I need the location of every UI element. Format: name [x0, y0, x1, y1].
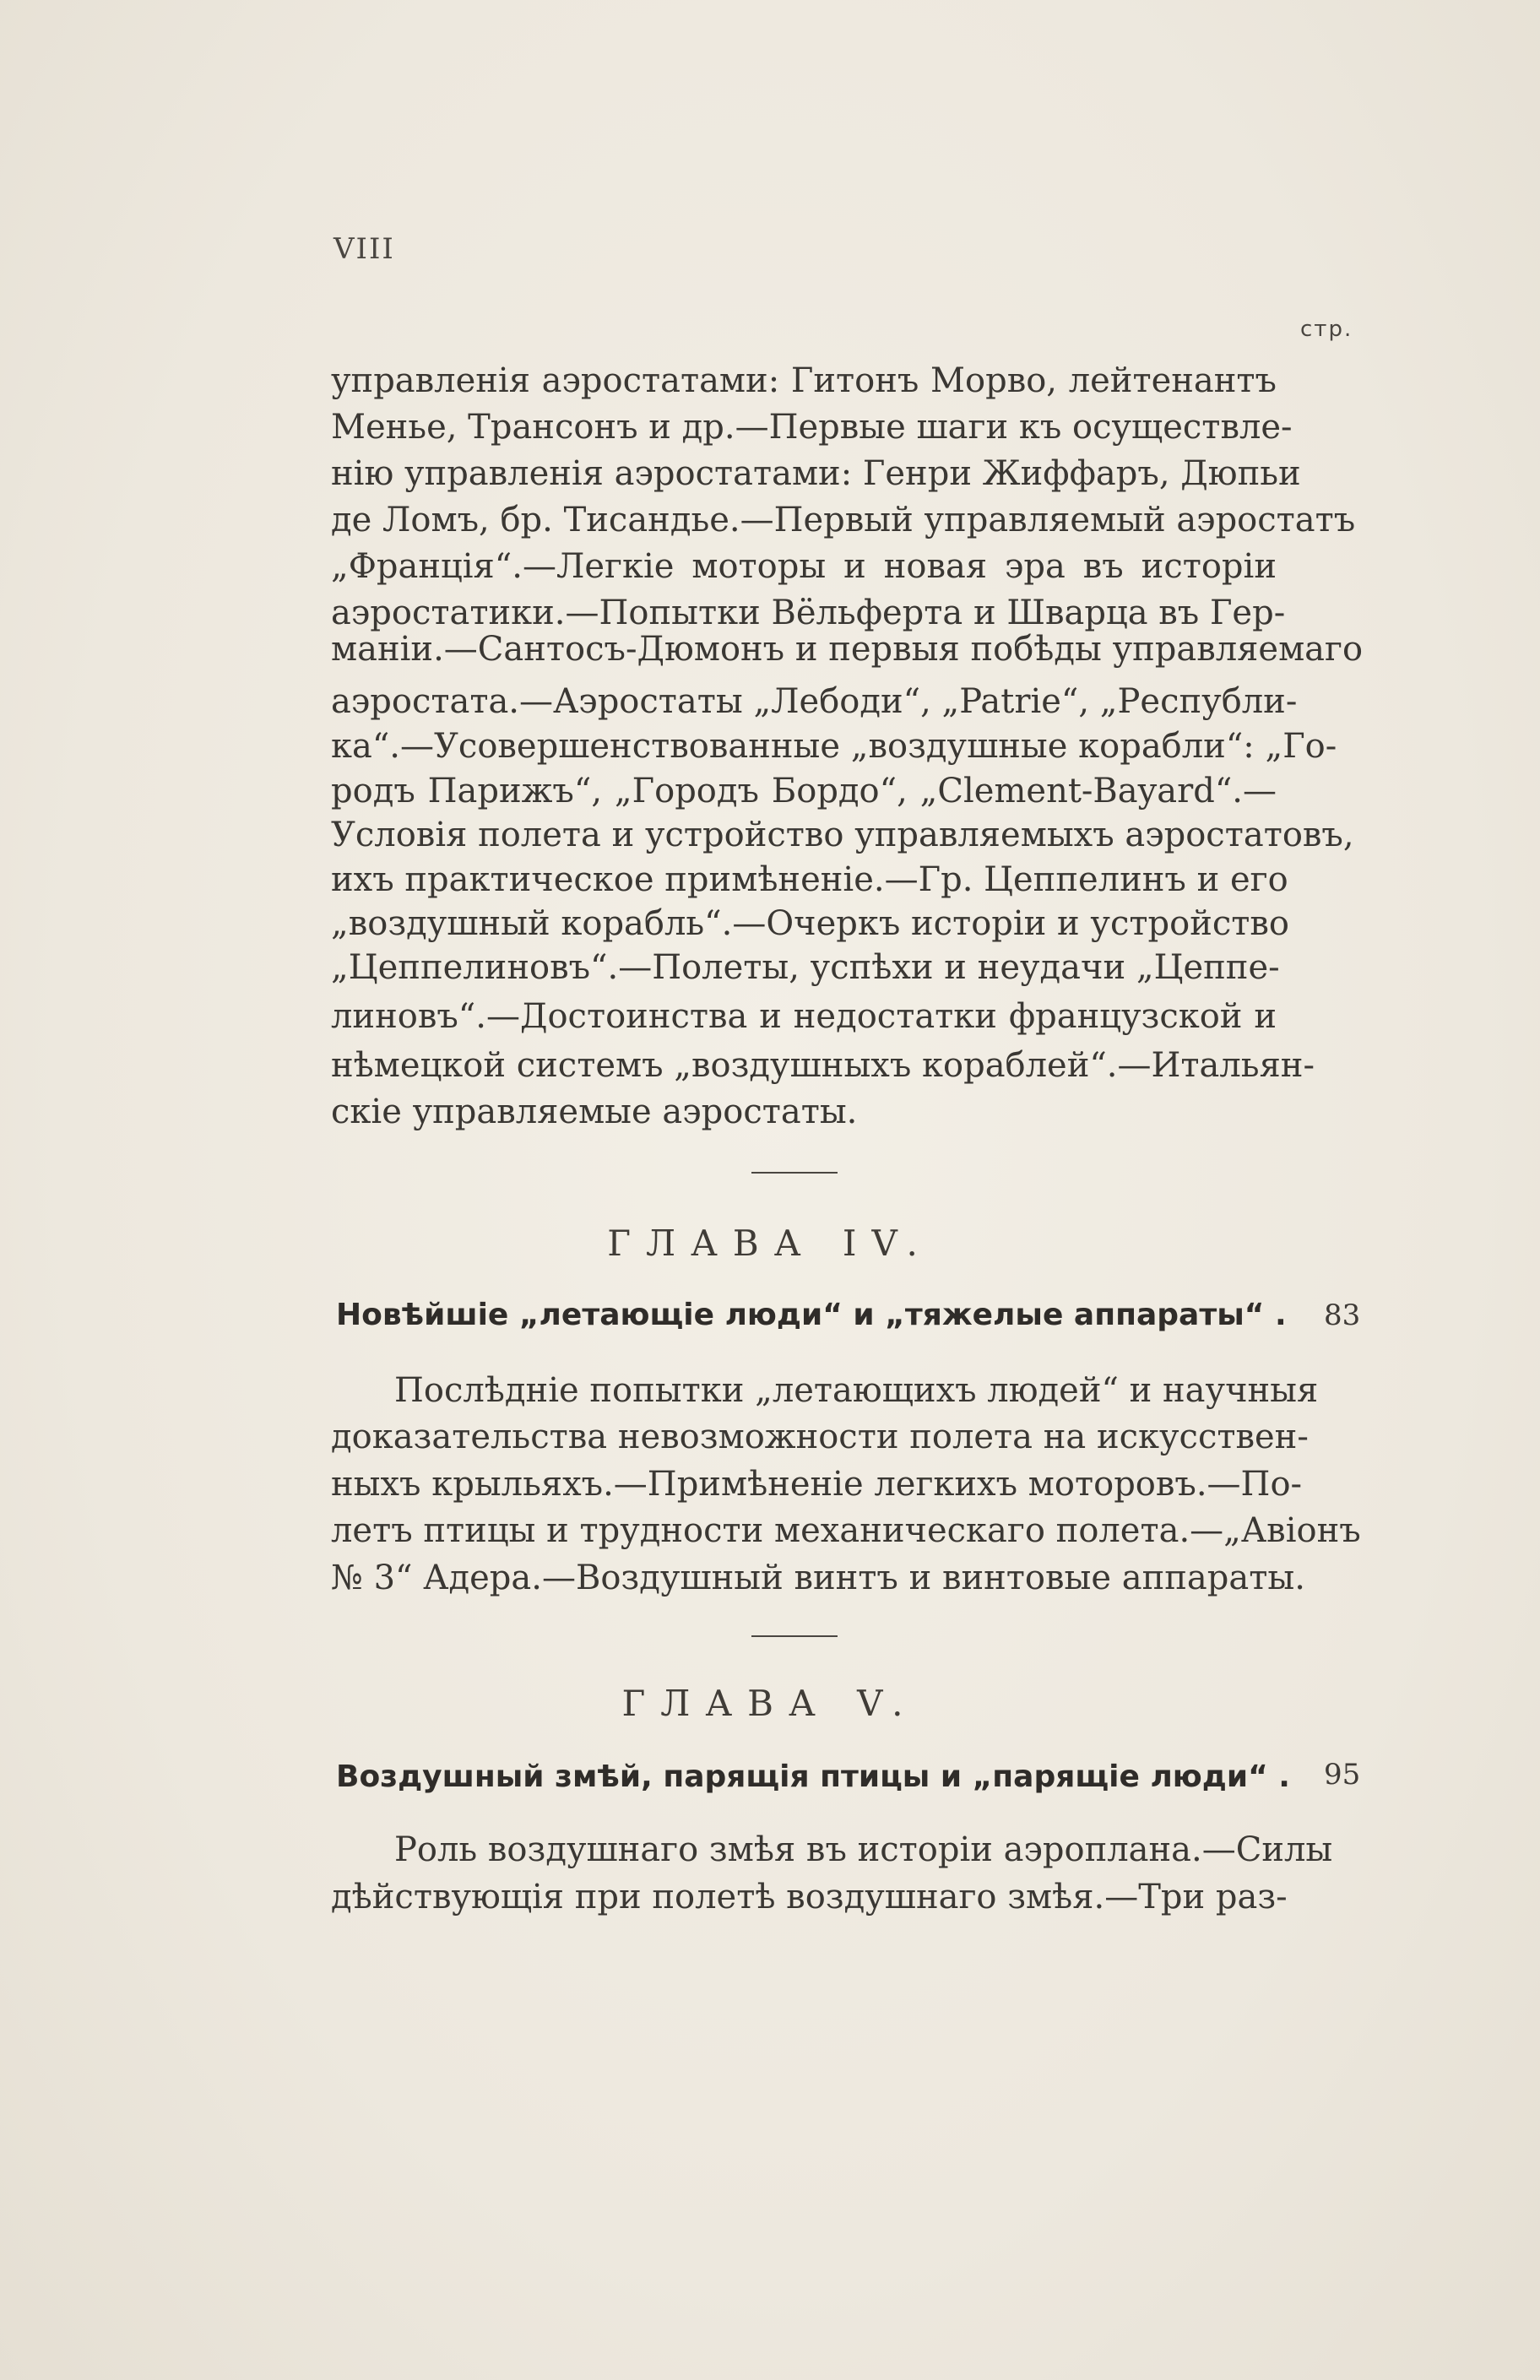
text-line: ка“.—Усовершенствованные „воздушные корабли“: „Го- [331, 727, 1337, 766]
text-line: родъ Парижъ“, „Городъ Бордо“, „Clement-Bayard“.— [331, 772, 1277, 811]
text-line: нію управленія аэростатами: Генри Жиффаръ, Дюпьи [331, 454, 1301, 493]
text-line: „Франція“.—Легкіе моторы и новая эра въ исторіи [331, 547, 1277, 586]
text-line: ныхъ крыльяхъ.—Примѣненіе легкихъ моторовъ.—По- [331, 1465, 1303, 1504]
text-line: нѣмецкой системъ „воздушныхъ кораблей“.—Итальян- [331, 1046, 1315, 1085]
text-line: аэростата.—Аэростаты „Лебоди“, „Patrie“, „Республи- [331, 682, 1298, 721]
text-line: Менье, Трансонъ и др.—Первые шаги къ осуществле- [331, 408, 1293, 447]
text-line: „Цеппелиновъ“.—Полеты, успѣхи и неудачи „Цеппе- [331, 948, 1280, 987]
text-line: ихъ практическое примѣненіе.—Гр. Цеппелинъ и его [331, 860, 1288, 899]
chapter-title: Новѣйшіе „летающіе люди“ и „тяжелые аппараты“ . [336, 1298, 1287, 1332]
text-line: аэростатики.—Попытки Вёльферта и Шварца въ Гер- [331, 594, 1286, 632]
text-line: Послѣдніе попытки „летающихъ людей“ и научныя [394, 1371, 1319, 1410]
text-line: линовъ“.—Достоинства и недостатки французской и [331, 997, 1277, 1036]
chapter-page-number: 83 [1324, 1298, 1361, 1332]
text-line: летъ птицы и трудности механическаго полета.—„Авіонъ [331, 1511, 1361, 1550]
chapter-page-number: 95 [1324, 1758, 1361, 1792]
text-line: де Ломъ, бр. Тисандье.—Первый управляемый аэростатъ [331, 501, 1356, 539]
text-line: управленія аэростатами: Гитонъ Морво, лейтенантъ [331, 361, 1277, 400]
page-column-label: стр. [1300, 317, 1353, 342]
text-line: доказательства невозможности полета на искусствен- [331, 1418, 1309, 1456]
text-line: Роль воздушнаго змѣя въ исторіи аэроплана.—Силы [394, 1830, 1333, 1869]
section-divider [751, 1172, 838, 1174]
page-number: VIII [333, 232, 395, 266]
text-line: № 3“ Адера.—Воздушный винтъ и винтовые аппараты. [331, 1559, 1305, 1597]
text-line: „воздушный корабль“.—Очеркъ исторіи и устройство [331, 904, 1289, 943]
chapter-title: Воздушный змѣй, парящія птицы и „парящіе люди“ . [336, 1759, 1290, 1794]
chapter-heading: ГЛАВА V. [621, 1683, 919, 1724]
text-line: дѣйствующія при полетѣ воздушнаго змѣя.—Три раз- [331, 1878, 1288, 1916]
chapter-heading: ГЛАВА IV. [607, 1223, 933, 1264]
text-line: Условія полета и устройство управляемыхъ аэростатовъ, [331, 816, 1354, 854]
section-divider [751, 1635, 838, 1637]
text-line: скіе управляемые аэростаты. [331, 1092, 858, 1131]
text-line: маніи.—Сантосъ-Дюмонъ и первыя побѣды управляемаго [331, 630, 1364, 669]
